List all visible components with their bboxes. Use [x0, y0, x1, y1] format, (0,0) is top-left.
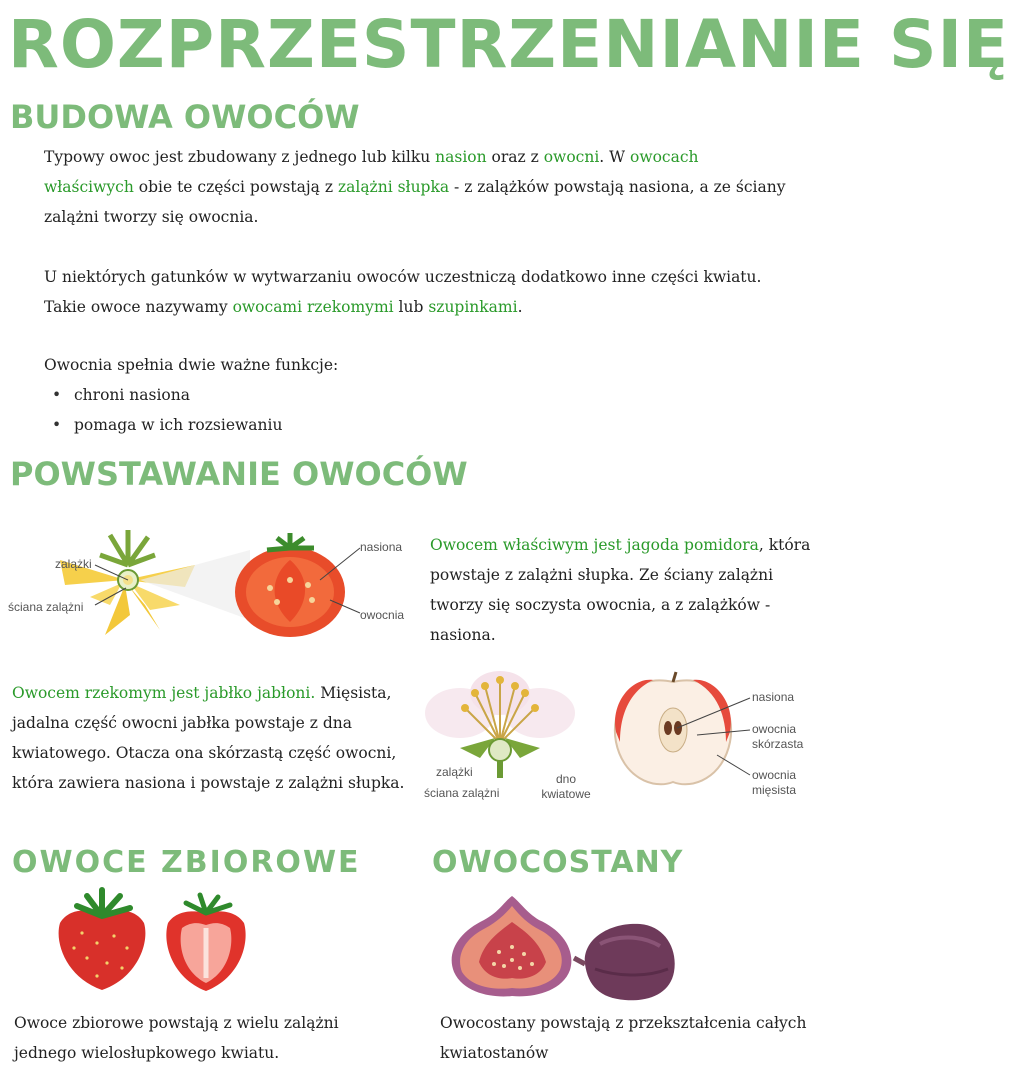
highlight-zalazni-slupka: zalążni słupka: [337, 178, 450, 196]
text-segment: U niektórych gatunków w wytwarzaniu owoców uczestniczą dodatkowo inne części kwiatu. Takie owoce nazywamy: [44, 268, 762, 316]
paragraph-zbiorowe: Owoce zbiorowe powstają z wielu zalążni jednego wielosłupkowego kwiatu.: [14, 1014, 339, 1062]
label-lines-apple: [672, 690, 754, 780]
label-lines-tomato: [310, 545, 365, 620]
heading-budowa: BUDOWA OWOCÓW: [10, 98, 360, 136]
paragraph-budowa-1: [44, 142, 789, 232]
heading-zbiorowe: OWOCE ZBIOROWE: [12, 845, 361, 880]
highlight-owocami-rzekomymi: owocami rzekomymi: [232, 298, 394, 316]
highlight-nasion: nasion: [435, 148, 487, 166]
bullet-list: [44, 380, 444, 440]
strawberry-section-image: [160, 893, 252, 993]
apple-flower-illustration: [420, 668, 580, 778]
text-segment: oraz z: [486, 148, 544, 166]
highlight-owocach-wlasciwych: owocach właściwych: [44, 148, 699, 196]
label-owocnia-tomato: owocnia: [360, 608, 405, 622]
text-segment: , która powstaje z zalążni słupka. Ze ściany zalążni tworzy się soczysta owocnia, a z zalążków - nasiona.: [430, 536, 811, 644]
label-nasiona-tomato: nasiona: [360, 540, 403, 554]
list-item: • pomaga w ich rozsiewaniu: [74, 410, 444, 440]
highlight-jablko: Owocem rzekomym jest jabłko jabłoni.: [12, 684, 316, 702]
page-title: ROZPRZESTRZENIANIE SIĘ: [8, 6, 1009, 83]
highlight-owocni: owocni: [543, 148, 600, 166]
text-segment: obie te części powstają z: [133, 178, 338, 196]
highlight-szupinkami: szupinkami: [428, 298, 518, 316]
label-sciana-tomato: ściana zalążni: [8, 600, 84, 614]
text-segment: Typowy owoc jest zbudowany z jednego lub kilku: [44, 148, 436, 166]
text-segment: .: [517, 298, 523, 316]
fig-section-image: [444, 892, 579, 1000]
label-zalazki-tomato: zalążki: [55, 557, 92, 571]
label-sciana-apple: ściana zalążni: [424, 786, 500, 800]
label-nasiona-apple: nasiona: [752, 690, 795, 704]
fig-whole-image: [570, 914, 680, 1004]
strawberry-whole-image: [52, 888, 152, 993]
label-owocnia-skorzasta: owocnia skórzasta: [752, 722, 804, 751]
heading-powstawanie: POWSTAWANIE OWOCÓW: [10, 455, 468, 493]
paragraph-owocostany: Owocostany powstają z przekształcenia całych kwiatostanów: [440, 1014, 807, 1062]
text-segment: Mięsista, jadalna część owocni jabłka powstaje z dna kwiatowego. Otacza ona skórzastą część owocni, która zawiera nasiona i powstaje z zalążni słupka.: [12, 684, 405, 792]
text-segment: lub: [393, 298, 429, 316]
paragraph-apple: [12, 678, 412, 798]
label-owocnia-miesista: owocnia mięsista: [752, 768, 797, 797]
highlight-jagoda: Owocem właściwym jest jagoda pomidora: [430, 536, 759, 554]
heading-owocostany: OWOCOSTANY: [432, 845, 684, 880]
text-segment: - z zalążków powstają nasiona, a ze ściany zalążni tworzy się owocnia.: [44, 178, 786, 226]
paragraph-budowa-3: Owocnia spełnia dwie ważne funkcje:: [44, 356, 339, 374]
label-lines-tomato-flower: [90, 560, 135, 610]
paragraph-budowa-2: [44, 262, 789, 322]
list-item: • chroni nasiona: [74, 380, 444, 410]
text-segment: . W: [599, 148, 630, 166]
paragraph-tomato: [430, 530, 825, 650]
label-dno-apple: dno kwiatowe: [541, 772, 591, 801]
label-zalazki-apple: zalążki: [436, 765, 473, 779]
